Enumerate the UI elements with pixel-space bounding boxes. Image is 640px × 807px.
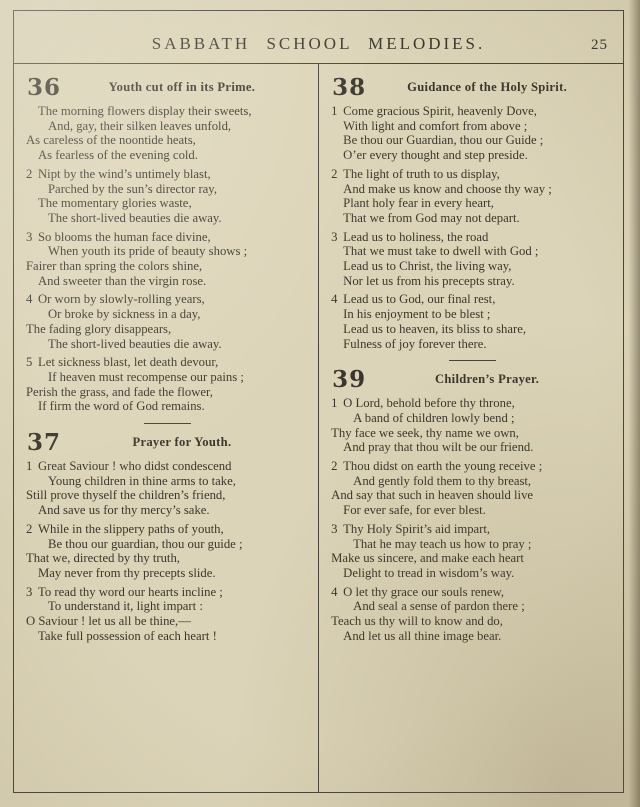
verse — [331, 230, 614, 289]
verse-number: 5 — [26, 355, 33, 370]
verse-line: Lead us to Christ, the living way, — [343, 259, 512, 274]
hymn-39 — [331, 368, 614, 643]
verse — [331, 292, 614, 351]
verse-line: And let us all thine image bear. — [343, 628, 502, 643]
hymn-38 — [331, 76, 614, 361]
verse-line: In his enjoyment to be blest ; — [343, 307, 491, 322]
verse-number: 4 — [331, 584, 338, 599]
verse — [26, 459, 309, 518]
verse-number: 1 — [26, 459, 33, 474]
verse-number: 3 — [331, 521, 338, 536]
verse — [26, 104, 309, 163]
hymn-number: 39 — [332, 366, 367, 394]
verse-number: 3 — [26, 229, 33, 244]
verse-line: And sweeter than the virgin rose. — [38, 273, 207, 288]
hymn-number: 38 — [332, 74, 367, 101]
verse-number: 4 — [26, 292, 33, 307]
verse-line: That we from God may not depart. — [343, 210, 520, 225]
verse-line: For ever safe, for ever blest. — [343, 503, 486, 518]
verse-line: Fairer than spring the colors shine, — [26, 259, 203, 274]
hymn-separator — [144, 423, 191, 424]
verse-line: Thy face we seek, thy name we own, — [331, 425, 519, 440]
verse-line: Plant holy fear in every heart, — [343, 196, 494, 211]
verse-line: That we must take to dwell with God ; — [343, 244, 539, 259]
verse-line: A band of children lowly bend ; — [353, 410, 515, 425]
verse-line: If heaven must recompense our pains ; — [48, 369, 244, 384]
verse-line: 2 The light of truth to us display, — [331, 166, 500, 181]
hymn-title: Children’s Prayer. — [434, 372, 540, 387]
verse-line: As careless of the noontide heats, — [26, 133, 196, 148]
verse-line: 5 Let sickness blast, let death devour, — [26, 355, 219, 370]
verse-number: 1 — [331, 396, 338, 411]
verse-number: 3 — [26, 584, 33, 599]
hymn-header — [331, 366, 614, 394]
verse-line: And seal a sense of pardon there ; — [353, 599, 525, 614]
running-title: SABBATH SCHOOL MELODIES. — [151, 34, 486, 53]
verse — [331, 104, 614, 163]
hymn-title: Prayer for Youth. — [132, 435, 232, 450]
hymn-columns — [14, 64, 623, 792]
verse-number: 1 — [331, 104, 338, 118]
verse-line: 3 Thy Holy Spirit’s aid impart, — [331, 521, 491, 536]
column-left — [14, 64, 318, 792]
page-number: 25 — [591, 37, 608, 53]
verse-line: If firm the word of God remains. — [38, 399, 205, 414]
verse-line: The momentary glories waste, — [38, 196, 192, 211]
hymn-header — [26, 76, 309, 99]
verse-line: When youth its pride of beauty shows ; — [48, 244, 248, 259]
verse — [26, 522, 309, 581]
page-header — [14, 11, 623, 63]
verse — [331, 459, 614, 518]
verse-line: The morning flowers display their sweets, — [38, 104, 252, 118]
verse-line: 1 Great Saviour ! who didst condescend — [26, 459, 232, 474]
verse-line: 1 Come gracious Spirit, heavenly Dove, — [331, 104, 537, 118]
verse — [331, 585, 614, 644]
page-frame — [13, 10, 624, 793]
verse-line: And make us know and choose thy way ; — [343, 181, 552, 196]
verse — [26, 585, 309, 644]
verse-number: 2 — [331, 166, 338, 181]
verse-line: Lead us to heaven, its bliss to share, — [343, 321, 527, 336]
hymn-header — [331, 76, 614, 99]
verse-line: O Saviour ! let us all be thine,— — [26, 614, 191, 629]
verse-line: 4 O let thy grace our souls renew, — [331, 584, 505, 599]
verse — [26, 355, 309, 414]
verse-number: 4 — [331, 292, 338, 307]
verse-line: O’er every thought and step preside. — [343, 148, 528, 163]
hymn-title: Youth cut off in its Prime. — [108, 80, 256, 94]
verse-line: Be thou our guardian, thou our guide ; — [48, 536, 243, 551]
verse-line: 3 So blooms the human face divine, — [26, 229, 211, 244]
verse-line: And save us for thy mercy’s sake. — [38, 503, 210, 518]
hymn-title: Guidance of the Holy Spirit. — [407, 80, 568, 94]
verse-line: 2 Thou didst on earth the young receive ; — [331, 459, 543, 474]
column-right — [319, 64, 623, 792]
verse-line: With light and comfort from above ; — [343, 118, 528, 133]
hymn-37 — [26, 431, 309, 643]
verse-line: Still prove thyself the children’s friend, — [26, 488, 226, 503]
verse-number: 2 — [26, 521, 33, 536]
verse — [26, 230, 309, 289]
verse-line: 3 To read thy word our hearts incline ; — [26, 584, 223, 599]
verse-line: Make us sincere, and make each heart — [331, 551, 524, 566]
verse-line: That we, directed by thy truth, — [26, 551, 180, 566]
verse-line: 3 Lead us to holiness, the road — [331, 229, 489, 244]
verse-line: Delight to tread in wisdom’s way. — [343, 565, 515, 580]
verse — [26, 292, 309, 351]
verse-line: Perish the grass, and fade the flower, — [26, 384, 213, 399]
verse-line: Or broke by sickness in a day, — [48, 307, 201, 322]
verse-line: Teach us thy will to know and do, — [331, 614, 503, 629]
verse-line: 2 While in the slippery paths of youth, — [26, 521, 224, 536]
verse-line: 1 O Lord, behold before thy throne, — [331, 396, 515, 411]
hymn-separator — [449, 360, 496, 361]
verse-line: 4 Or worn by slowly-rolling years, — [26, 292, 205, 307]
verse — [331, 167, 614, 226]
verse-line: May never from thy precepts slide. — [38, 565, 216, 580]
verse — [331, 396, 614, 455]
verse-line: Fulness of joy forever there. — [343, 336, 487, 351]
verse-number: 2 — [331, 459, 338, 474]
verse — [26, 167, 309, 226]
verse-line: 2 Nipt by the wind’s untimely blast, — [26, 166, 211, 181]
verse — [331, 522, 614, 581]
verse-line: And, gay, their silken leaves unfold, — [48, 118, 232, 133]
verse-line: The short-lived beauties die away. — [48, 210, 222, 225]
verse-line: And gently fold them to thy breast, — [353, 473, 532, 488]
verse-line: And say that such in heaven should live — [331, 488, 534, 503]
hymn-number: 36 — [27, 74, 62, 101]
verse-line: To understand it, light impart : — [48, 599, 203, 614]
verse-line: Young children in thine arms to take, — [48, 473, 236, 488]
verse-line: That he may teach us how to pray ; — [353, 536, 532, 551]
verse-line: The fading glory disappears, — [26, 321, 172, 336]
verse-line: Be thou our Guardian, thou our Guide ; — [343, 133, 544, 148]
verse-line: The short-lived beauties die away. — [48, 336, 222, 351]
verse-line: 4 Lead us to God, our final rest, — [331, 292, 496, 307]
verse-line: And pray that thou wilt be our friend. — [343, 440, 534, 455]
verse-line: As fearless of the evening cold. — [38, 148, 198, 163]
verse-line: Nor let us from his precepts stray. — [343, 273, 515, 288]
hymn-36 — [26, 76, 309, 424]
hymn-number: 37 — [27, 429, 62, 457]
verse-line: Take full possession of each heart ! — [38, 628, 217, 643]
verse-number: 2 — [26, 166, 33, 181]
verse-number: 3 — [331, 229, 338, 244]
hymn-header — [26, 429, 309, 457]
verse-line: Parched by the sun’s director ray, — [48, 181, 217, 196]
